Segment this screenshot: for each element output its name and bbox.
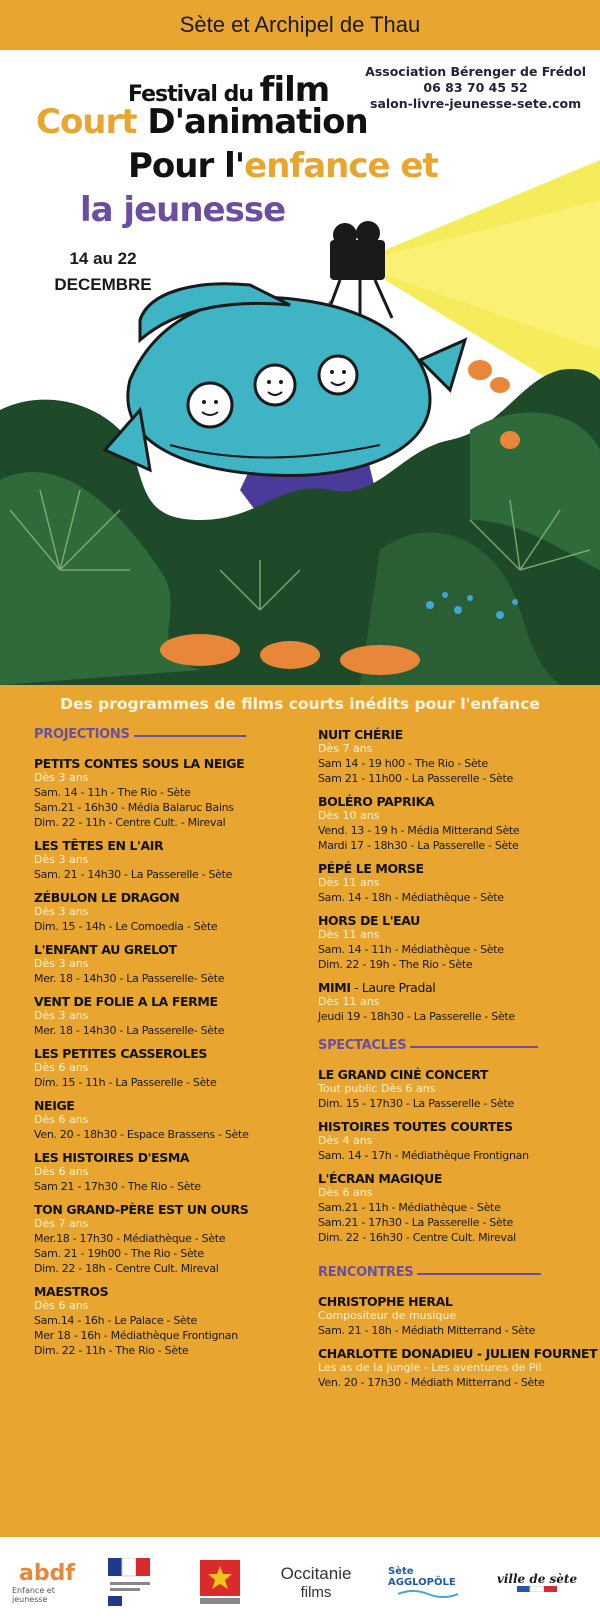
abdf-logo-text: abdf: [19, 1560, 75, 1586]
entry-session: Dim. 22 - 19h - The Rio - Sète: [318, 958, 473, 971]
title-animation: D'animation: [147, 102, 368, 142]
projections-list: [34, 756, 304, 1358]
entry-age: Dès 11 ans: [318, 928, 380, 941]
association-name: Association Bérenger de Frédol: [365, 64, 586, 79]
occitanie-films-logo: [270, 1555, 362, 1609]
partner-logos: [0, 1537, 600, 1622]
programme-right-column: [318, 727, 598, 1398]
entry-session: Sam. 21 - 14h30 - La Passerelle - Sète: [34, 868, 233, 881]
programme-entry: [318, 1294, 588, 1338]
entry-session: Jeudi 19 - 18h30 - La Passerelle - Sète: [318, 1010, 515, 1023]
entry-age: Dès 6 ans: [318, 1186, 373, 1199]
association-block: [365, 64, 586, 112]
entry-age: Dès 3 ans: [34, 853, 89, 866]
entry-title: [34, 1098, 304, 1113]
entry-session: Sam. 21 - 19h00 - The Rio - Sète: [34, 1247, 204, 1260]
entry-title: [34, 1284, 304, 1299]
occitanie-text: Occitanie: [280, 1563, 352, 1583]
programme-entry: [318, 1171, 588, 1245]
programme-entry: [34, 838, 304, 882]
entry-age: Dès 3 ans: [34, 957, 89, 970]
entry-title-text: CHARLOTTE DONADIEU - JULIEN FOURNET: [318, 1346, 598, 1361]
entry-title-text: CHRISTOPHE HERAL: [318, 1294, 453, 1309]
films-text: films: [300, 1583, 332, 1601]
programme-entry: [34, 1098, 304, 1142]
entry-title-text: MIMI: [318, 980, 351, 995]
entry-title-text: LE GRAND CINÉ CONCERT: [318, 1067, 488, 1082]
tagline-bar: [0, 685, 600, 723]
title-court: Court: [36, 102, 148, 142]
title-pour: Pour l': [128, 146, 245, 186]
entry-title-text: VENT DE FOLIE A LA FERME: [34, 994, 218, 1009]
entry-session: Sam 14 - 19 h00 - The Rio - Sète: [318, 757, 488, 770]
tagline: Des programmes de films courts inédits pour l'enfance: [60, 695, 540, 713]
entry-age: Dès 10 ans: [318, 809, 380, 822]
programme-left-column: [34, 727, 304, 1366]
programme-entry: [34, 994, 304, 1038]
entry-session: Sam.14 - 16h - Le Palace - Sète: [34, 1314, 198, 1327]
entry-age: Dès 6 ans: [34, 1165, 89, 1178]
programme-entry: [318, 727, 588, 786]
ville-de-sete-text: ville de sète: [496, 1572, 578, 1586]
entry-session: Sam.21 - 17h30 - La Passerelle - Sète: [318, 1216, 513, 1229]
entry-session: Ven. 20 - 18h30 - Espace Brassens - Sète: [34, 1128, 249, 1141]
association-phone: 06 83 70 45 52: [423, 80, 528, 95]
rencontres-list: [318, 1294, 598, 1390]
section-label: SPECTACLES: [318, 1038, 407, 1053]
entry-title-text: NUIT CHÉRIE: [318, 727, 403, 742]
programme-entry: [318, 861, 588, 905]
entry-title-text: PETITS CONTES SOUS LA NEIGE: [34, 756, 245, 771]
entry-title-text: BOLÉRO PAPRIKA: [318, 794, 435, 809]
entry-title: [318, 1171, 588, 1186]
section-rencontres: [318, 1265, 588, 1280]
section-projections: [34, 727, 304, 742]
title-line-2: [36, 102, 368, 142]
festival-dates: [38, 246, 168, 298]
programme-entry: [34, 890, 304, 934]
entry-title: [318, 913, 588, 928]
entry-age: Dès 3 ans: [34, 905, 89, 918]
entry-session: Dim. 15 - 14h - Le Comoedia - Sète: [34, 920, 218, 933]
entry-title: [34, 890, 304, 905]
entry-session: Sam. 14 - 17h - Médiathèque Frontignan: [318, 1149, 529, 1162]
entry-session: Dim. 22 - 11h - The Rio - Sète: [34, 1344, 189, 1357]
entry-session: Sam 21 - 17h30 - The Rio - Sète: [34, 1180, 201, 1193]
entry-session: Mer. 18 - 14h30 - La Passerelle- Sète: [34, 972, 225, 985]
entry-age: Tout public Dès 6 ans: [318, 1082, 436, 1095]
programme-entry: [34, 942, 304, 986]
entry-session: Sam 21 - 11h00 - La Passerelle - Sète: [318, 772, 513, 785]
programme-entry: [318, 980, 588, 1024]
entry-title: [34, 942, 304, 957]
programme-entry: [34, 1046, 304, 1090]
programme-entry: [318, 1067, 588, 1111]
entry-session: Dim. 22 - 16h30 - Centre Cult. Mireval: [318, 1231, 516, 1244]
section-rule: [410, 1046, 538, 1048]
entry-title: [318, 1346, 598, 1361]
entry-title-text: LES HISTOIRES D'ESMA: [34, 1150, 190, 1165]
entry-age: Dès 6 ans: [34, 1299, 89, 1312]
entry-title: [318, 1067, 588, 1082]
entry-title-text: ZÉBULON LE DRAGON: [34, 890, 180, 905]
entry-age: Dès 4 ans: [318, 1134, 373, 1147]
section-rule: [417, 1273, 541, 1275]
entry-age: Dès 7 ans: [34, 1217, 89, 1230]
title-line-3: [128, 146, 438, 186]
entry-session: Mer.18 - 17h30 - Médiathèque - Sète: [34, 1232, 226, 1245]
programme-entry: [34, 1202, 304, 1276]
entry-title: [34, 1046, 304, 1061]
sete-agglopole-text: Sète AGGLOPÔLE: [388, 1566, 456, 1588]
entry-age: Dès 3 ans: [34, 771, 89, 784]
entry-age: Dès 7 ans: [318, 742, 373, 755]
association-website: salon-livre-jeunesse-sete.com: [370, 96, 582, 111]
section-spectacles: [318, 1038, 588, 1053]
section-rule: [134, 735, 246, 737]
entry-title: [318, 794, 588, 809]
date-range: 14 au 22: [69, 249, 137, 268]
entry-title: [34, 838, 304, 853]
entry-age: Dès 11 ans: [318, 995, 380, 1008]
section-label: RENCONTRES: [318, 1265, 414, 1280]
title-line-4: la jeunesse: [80, 190, 286, 230]
entry-session: Sam. 21 - 18h - Médiath Mitterrand - Sète: [318, 1324, 536, 1337]
entry-age: Dès 6 ans: [34, 1113, 89, 1126]
programme-entry: [34, 1150, 304, 1194]
programme: [0, 723, 600, 1537]
entry-age: Dès 11 ans: [318, 876, 380, 889]
entry-title-text: LES TÊTES EN L'AIR: [34, 838, 164, 853]
entry-title: [318, 727, 588, 742]
entry-title: [318, 1119, 588, 1134]
title-film: film: [259, 70, 330, 110]
entry-session: Dim. 22 - 11h - Centre Cult. - Mireval: [34, 816, 226, 829]
entry-session: Mer 18 - 16h - Médiathèque Frontignan: [34, 1329, 238, 1342]
occitanie-region-logo: [196, 1555, 244, 1609]
entry-title: [34, 1150, 304, 1165]
entry-title-text: MAESTROS: [34, 1284, 109, 1299]
programme-entry: [318, 1119, 588, 1163]
abdf-logo-subtitle: Enfance et jeunesse: [12, 1585, 55, 1604]
projections-list-continued: [318, 727, 588, 1024]
republique-francaise-logo: [106, 1555, 154, 1609]
entry-session: Sam.21 - 16h30 - Média Balaruc Bains: [34, 801, 234, 814]
programme-entry: [34, 1284, 304, 1358]
entry-session: Dim. 15 - 17h30 - La Passerelle - Sète: [318, 1097, 514, 1110]
ville-de-sete-logo: [492, 1555, 582, 1609]
header-bar: [0, 0, 600, 50]
entry-title: [318, 980, 588, 995]
entry-title-sub: - Laure Pradal: [350, 980, 436, 995]
entry-title: [318, 861, 588, 876]
entry-title: [34, 1202, 304, 1217]
entry-title-text: L'ENFANT AU GRELOT: [34, 942, 177, 957]
entry-session: Mardi 17 - 18h30 - La Passerelle - Sète: [318, 839, 519, 852]
programme-entry: [318, 913, 588, 972]
entry-age: Les as de la jungle - Les aventures de Pil: [318, 1361, 542, 1374]
entry-age: Compositeur de musique: [318, 1309, 457, 1322]
abdf-logo: [12, 1555, 82, 1609]
entry-session: Sam.21 - 11h - Médiathèque - Sète: [318, 1201, 501, 1214]
entry-title-text: LES PETITES CASSEROLES: [34, 1046, 207, 1061]
entry-title: [318, 1294, 588, 1309]
entry-title-text: HISTOIRES TOUTES COURTES: [318, 1119, 513, 1134]
section-label: PROJECTIONS: [34, 727, 130, 742]
entry-session: Sam. 14 - 18h - Médiathèque - Sète: [318, 891, 504, 904]
title-enfance: enfance et: [244, 146, 438, 186]
entry-age: Dès 3 ans: [34, 1009, 89, 1022]
region-title: Sète et Archipel de Thau: [179, 12, 421, 37]
date-month: DECEMBRE: [54, 275, 152, 294]
entry-title-text: NEIGE: [34, 1098, 75, 1113]
programme-entry: [34, 756, 304, 830]
programme-entry: [318, 1346, 598, 1390]
entry-title: [34, 756, 304, 771]
entry-age: Dès 6 ans: [34, 1061, 89, 1074]
entry-session: Dim. 15 - 11h - La Passerelle - Sète: [34, 1076, 217, 1089]
entry-title: [34, 994, 304, 1009]
spectacles-list: [318, 1067, 588, 1245]
entry-session: Dim. 22 - 18h - Centre Cult. Mireval: [34, 1262, 219, 1275]
programme-entry: [318, 794, 588, 853]
entry-session: Ven. 20 - 17h30 - Médiath Mitterrand - Sète: [318, 1376, 545, 1389]
entry-session: Mer. 18 - 14h30 - La Passerelle- Sète: [34, 1024, 225, 1037]
title-festival: Festival du: [128, 82, 260, 107]
poster-illustration: [0, 50, 600, 685]
entry-session: Sam. 14 - 11h - The Rio - Sète: [34, 786, 191, 799]
entry-title-text: PÉPÉ LE MORSE: [318, 861, 424, 876]
entry-title-text: TON GRAND-PÈRE EST UN OURS: [34, 1202, 249, 1217]
entry-title-text: HORS DE L'EAU: [318, 913, 420, 928]
entry-session: Vend. 13 - 19 h - Média Mitterand Sète: [318, 824, 520, 837]
sete-agglopole-logo: [388, 1555, 468, 1609]
entry-title-text: L'ÉCRAN MAGIQUE: [318, 1171, 442, 1186]
entry-session: Sam. 14 - 11h - Médiathèque - Sète: [318, 943, 504, 956]
